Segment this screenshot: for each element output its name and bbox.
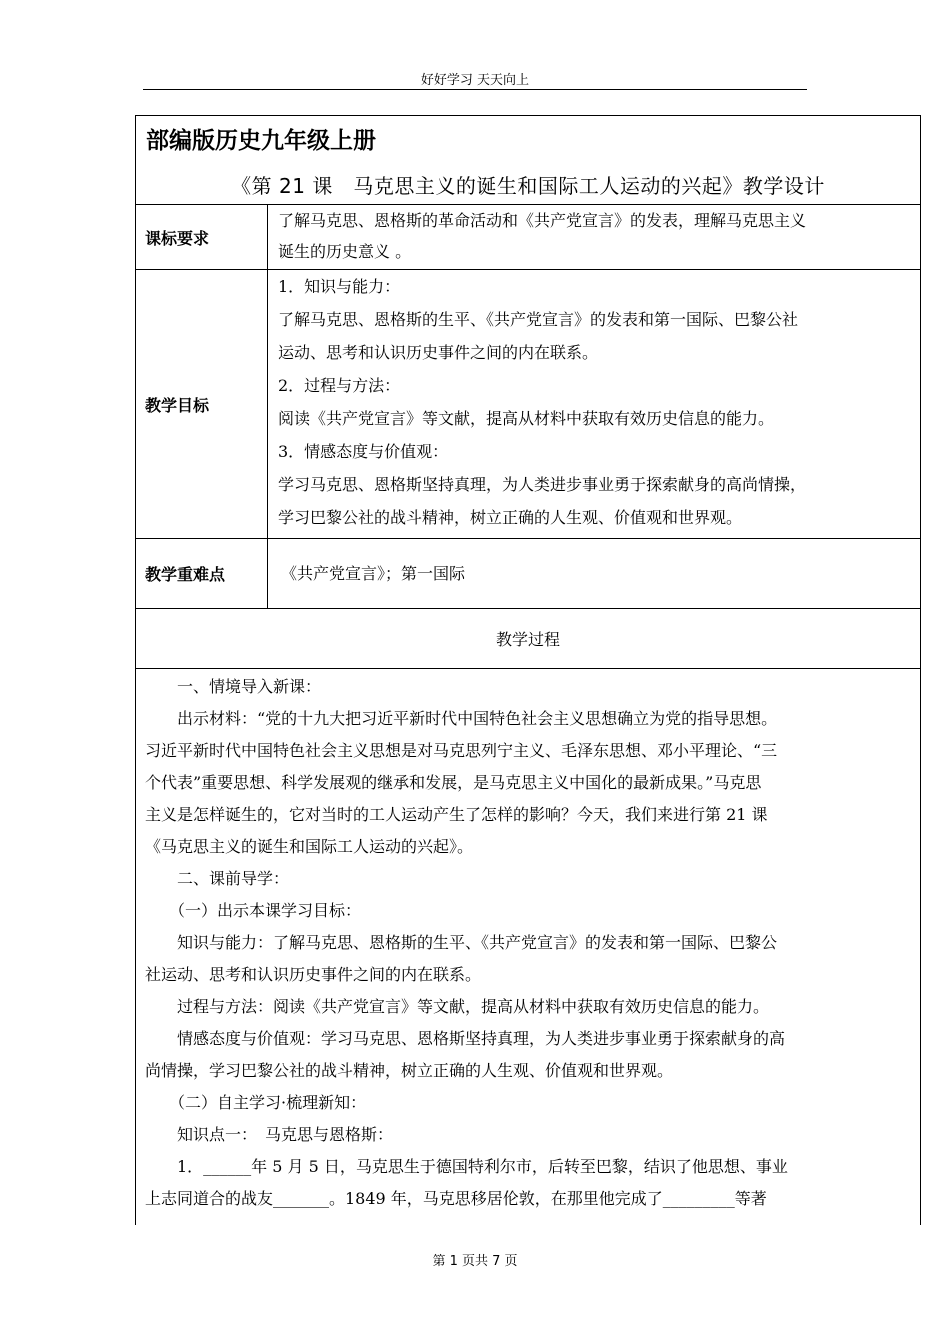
label-key-points: 教学重难点 [136, 539, 268, 608]
paragraph-line: 尚情操，学习巴黎公社的战斗精神，树立正确的人生观、价值观和世界观。 [145, 1061, 674, 1080]
paragraph-line: 上志同道合的战友_______。1849 年，马克思移居伦敦，在那里他完成了_________等著 [145, 1189, 767, 1208]
page-footer: 第 1 页共 7 页 [432, 1254, 518, 1269]
paragraph-line: 习近平新时代中国特色社会主义思想是对马克思列宁主义、毛泽东思想、邓小平理论、“三 [145, 741, 778, 760]
label-curriculum-requirement: 课标要求 [136, 205, 268, 269]
paragraph-line: 一、情境导入新课： [177, 677, 322, 696]
text-line: 学习马克思、恩格斯坚持真理，为人类进步事业勇于探索献身的高尚情操， [278, 475, 807, 494]
text-line: 诞生的历史意义 。 [278, 242, 412, 261]
paragraph-line: 个代表”重要思想、科学发展观的继承和发展，是马克思主义中国化的最新成果。”马克思 [145, 773, 762, 792]
paragraph-line: 主义是怎样诞生的，它对当时的工人运动产生了怎样的影响？今天，我们来进行第 21 课 [145, 805, 768, 824]
title-block [136, 116, 920, 205]
paragraph-line: 1．______年 5 月 5 日，马克思生于德国特利尔市，后转至巴黎，结识了他思想、事业 [177, 1157, 788, 1176]
paragraph-line: 知识点一： 马克思与恩格斯： [177, 1125, 394, 1144]
page-header: 好好学习 天天向上 [420, 73, 530, 88]
text-line: 运动、思考和认识历史事件之间的内在联系。 [278, 343, 599, 362]
row-teaching-goals [136, 270, 920, 539]
paragraph-line: 《马克思主义的诞生和国际工人运动的兴起》。 [145, 837, 474, 856]
curriculum-requirement-text [268, 205, 920, 269]
teaching-goals-text [268, 270, 920, 538]
text-line: 学习巴黎公社的战斗精神，树立正确的人生观、价值观和世界观。 [278, 508, 743, 527]
row-curriculum-requirement [136, 205, 920, 270]
lesson-table [135, 115, 921, 1225]
text-line: 阅读《共产党宣言》等文献，提高从材料中获取有效历史信息的能力。 [278, 409, 775, 428]
process-body [136, 669, 920, 1215]
label-teaching-goals: 教学目标 [136, 270, 268, 538]
key-points-text: 《共产党宣言》；第一国际 [281, 564, 466, 583]
paragraph-line: 出示材料：“党的十九大把习近平新时代中国特色社会主义思想确立为党的指导思想。 [177, 709, 778, 728]
row-key-points [136, 539, 920, 609]
paragraph-line: 过程与方法：阅读《共产党宣言》等文献，提高从材料中获取有效历史信息的能力。 [177, 997, 770, 1016]
process-heading: 教学过程 [495, 630, 560, 649]
lesson-title: 《第 21 课 马克思主义的诞生和国际工人运动的兴起》教学设计 [231, 174, 825, 198]
text-line: 3．情感态度与价值观： [278, 442, 449, 461]
text-line: 了解马克思、恩格斯的革命活动和《共产党宣言》的发表，理解马克思主义 [278, 211, 807, 230]
paragraph-line: 知识与能力：了解马克思、恩格斯的生平、《共产党宣言》的发表和第一国际、巴黎公 [177, 933, 778, 952]
paragraph-line: （二）自主学习·梳理新知： [169, 1093, 367, 1112]
document-title: 部编版历史九年级上册 [146, 128, 376, 154]
paragraph-line: 二、课前导学： [177, 869, 290, 888]
text-line: 2．过程与方法： [278, 376, 401, 395]
header-rule [143, 89, 807, 90]
paragraph-line: 社运动、思考和认识历史事件之间的内在联系。 [145, 965, 482, 984]
text-line: 1．知识与能力： [278, 277, 401, 296]
process-heading-row [136, 609, 920, 669]
paragraph-line: （一）出示本课学习目标： [169, 901, 362, 920]
text-line: 了解马克思、恩格斯的生平、《共产党宣言》的发表和第一国际、巴黎公社 [278, 310, 799, 329]
paragraph-line: 情感态度与价值观：学习马克思、恩格斯坚持真理，为人类进步事业勇于探索献身的高 [177, 1029, 786, 1048]
